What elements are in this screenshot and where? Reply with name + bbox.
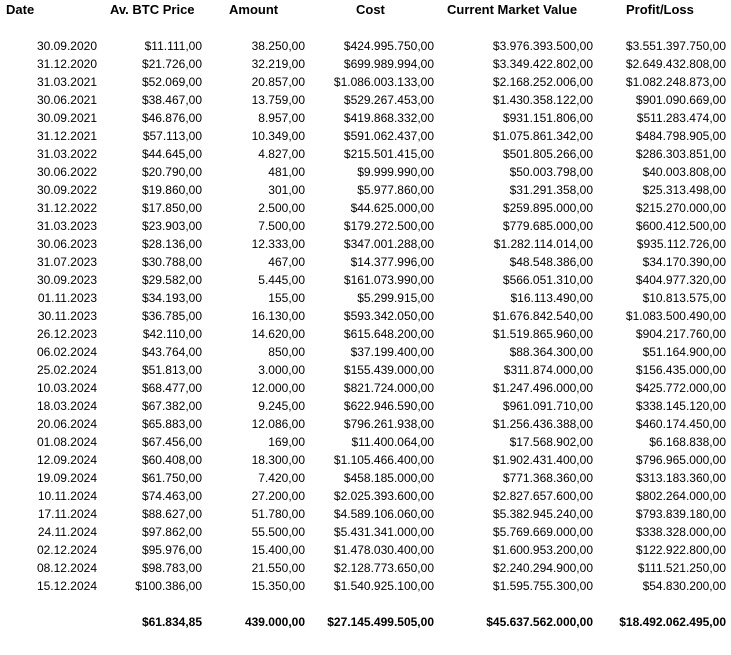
cell-profit-loss[interactable]: $511.283.474,00 xyxy=(636,111,726,125)
cell-date[interactable]: 01.11.2023 xyxy=(37,291,97,305)
cell-profit-loss[interactable]: $54.830.200,00 xyxy=(642,579,726,593)
cell-date[interactable]: 30.09.2022 xyxy=(36,183,97,197)
cell-amount[interactable]: 21.550,00 xyxy=(251,561,305,575)
cell-av-btc-price[interactable]: $74.463,00 xyxy=(141,489,202,503)
cell-amount[interactable]: 9.245,00 xyxy=(258,399,305,413)
cell-amount[interactable]: 18.300,00 xyxy=(251,453,305,467)
cell-av-btc-price[interactable]: $36.785,00 xyxy=(141,309,202,323)
cell-date[interactable]: 31.12.2022 xyxy=(36,201,97,215)
table-row xyxy=(0,37,731,55)
cell-current-market-value[interactable]: $31.291.358,00 xyxy=(509,183,593,197)
cell-current-market-value[interactable]: $1.282.114.014,00 xyxy=(493,237,593,251)
cell-cost[interactable]: $458.185.000,00 xyxy=(343,471,434,485)
cell-profit-loss[interactable]: $3.551.397.750,00 xyxy=(625,39,726,53)
cell-current-market-value[interactable]: $259.895.000,00 xyxy=(502,201,593,215)
cell-current-market-value[interactable]: $1.256.436.388,00 xyxy=(492,417,593,431)
cell-profit-loss[interactable]: $286.303.851,00 xyxy=(635,147,726,161)
cell-av-btc-price[interactable]: $30.788,00 xyxy=(141,255,202,269)
cell-current-market-value[interactable]: $931.151.806,00 xyxy=(502,111,593,125)
cell-av-btc-price[interactable]: $44.645,00 xyxy=(141,147,202,161)
cell-amount[interactable]: 20.857,00 xyxy=(251,75,305,89)
cell-cost[interactable]: $11.400.064,00 xyxy=(351,435,434,449)
cell-profit-loss[interactable]: $156.435.000,00 xyxy=(635,363,726,377)
cell-profit-loss[interactable]: $338.328.000,00 xyxy=(635,525,726,539)
total-cost[interactable]: $27.145.499.505,00 xyxy=(327,615,434,629)
cell-date[interactable]: 15.12.2024 xyxy=(36,579,97,593)
cell-profit-loss[interactable]: $122.922.800,00 xyxy=(635,543,726,557)
cell-current-market-value[interactable]: $3.349.422.802,00 xyxy=(492,57,593,71)
table-row xyxy=(0,397,731,415)
table-row xyxy=(0,469,731,487)
cell-cost[interactable]: $419.868.332,00 xyxy=(343,111,434,125)
cell-date[interactable]: 20.06.2024 xyxy=(36,417,97,431)
total-amount[interactable]: 439.000,00 xyxy=(244,615,305,629)
cell-av-btc-price[interactable]: $29.582,00 xyxy=(141,273,202,287)
cell-current-market-value[interactable]: $1.075.861.342,00 xyxy=(492,129,593,143)
total-profit-loss[interactable]: $18.492.062.495,00 xyxy=(619,615,726,629)
cell-profit-loss[interactable]: $793.839.180,00 xyxy=(635,507,726,521)
table-row xyxy=(0,433,731,451)
table-row xyxy=(0,415,731,433)
cell-amount[interactable]: 2.500,00 xyxy=(258,201,305,215)
cell-av-btc-price[interactable]: $60.408,00 xyxy=(141,453,202,467)
cell-current-market-value[interactable]: $1.902.431.400,00 xyxy=(492,453,593,467)
cell-cost[interactable]: $215.501.415,00 xyxy=(343,147,434,161)
cell-date[interactable]: 30.06.2021 xyxy=(36,93,97,107)
cell-date[interactable]: 31.12.2021 xyxy=(36,129,97,143)
cell-profit-loss[interactable]: $2.649.432.808,00 xyxy=(625,57,726,71)
cell-av-btc-price[interactable]: $11.111,00 xyxy=(144,39,202,53)
cell-profit-loss[interactable]: $25.313.498,00 xyxy=(642,183,726,197)
cell-amount[interactable]: 15.350,00 xyxy=(251,579,305,593)
total-current-market-value[interactable]: $45.637.562.000,00 xyxy=(486,615,593,629)
cell-date[interactable]: 01.08.2024 xyxy=(36,435,97,449)
cell-amount[interactable]: 481,00 xyxy=(268,165,305,179)
cell-date[interactable]: 30.09.2021 xyxy=(36,111,97,125)
cell-amount[interactable]: 7.420,00 xyxy=(258,471,305,485)
cell-date[interactable]: 30.06.2022 xyxy=(36,165,97,179)
cell-amount[interactable]: 12.000,00 xyxy=(251,381,305,395)
cell-date[interactable]: 12.09.2024 xyxy=(36,453,97,467)
cell-date[interactable]: 31.12.2020 xyxy=(36,57,97,71)
cell-current-market-value[interactable]: $1.676.842.540,00 xyxy=(492,309,593,323)
table-row xyxy=(0,343,731,361)
total-av-btc-price[interactable]: $61.834,85 xyxy=(141,615,202,629)
cell-profit-loss[interactable]: $425.772.000,00 xyxy=(635,381,726,395)
cell-profit-loss[interactable]: $6.168.838,00 xyxy=(649,435,726,449)
cell-profit-loss[interactable]: $600.412.500,00 xyxy=(635,219,726,233)
cell-av-btc-price[interactable]: $65.883,00 xyxy=(141,417,202,431)
table-row xyxy=(0,379,731,397)
cell-date[interactable]: 31.07.2023 xyxy=(36,255,97,269)
cell-av-btc-price[interactable]: $43.764,00 xyxy=(141,345,202,359)
cell-av-btc-price[interactable]: $17.850,00 xyxy=(141,201,202,215)
header-profit-loss[interactable]: Profit/Loss xyxy=(626,2,694,17)
table-row xyxy=(0,451,731,469)
cell-date[interactable]: 19.09.2024 xyxy=(36,471,97,485)
cell-profit-loss[interactable]: $1.082.248.873,00 xyxy=(625,75,726,89)
cell-av-btc-price[interactable]: $97.862,00 xyxy=(141,525,202,539)
cell-profit-loss[interactable]: $215.270.000,00 xyxy=(635,201,726,215)
cell-amount[interactable]: 7.500,00 xyxy=(258,219,305,233)
cell-av-btc-price[interactable]: $67.382,00 xyxy=(141,399,202,413)
table-row xyxy=(0,541,731,559)
cell-date[interactable]: 17.11.2024 xyxy=(37,507,97,521)
cell-amount[interactable]: 301,00 xyxy=(268,183,305,197)
cell-av-btc-price[interactable]: $21.726,00 xyxy=(141,57,202,71)
cell-profit-loss[interactable]: $51.164.900,00 xyxy=(642,345,726,359)
cell-date[interactable]: 06.02.2024 xyxy=(36,345,97,359)
cell-profit-loss[interactable]: $935.112.726,00 xyxy=(636,237,726,251)
cell-current-market-value[interactable]: $48.548.386,00 xyxy=(509,255,593,269)
cell-date[interactable]: 30.09.2023 xyxy=(36,273,97,287)
cell-profit-loss[interactable]: $1.083.500.490,00 xyxy=(625,309,726,323)
header-av-btc-price[interactable]: Av. BTC Price xyxy=(110,2,195,17)
cell-current-market-value[interactable]: $311.874.000,00 xyxy=(503,363,593,377)
cell-date[interactable]: 31.03.2021 xyxy=(36,75,97,89)
cell-current-market-value[interactable]: $50.003.798,00 xyxy=(509,165,593,179)
cell-amount[interactable]: 51.780,00 xyxy=(251,507,305,521)
table-row xyxy=(0,73,731,91)
cell-date[interactable]: 24.11.2024 xyxy=(37,525,97,539)
cell-amount[interactable]: 12.333,00 xyxy=(251,237,305,251)
table-row xyxy=(0,289,731,307)
cell-current-market-value[interactable]: $3.976.393.500,00 xyxy=(492,39,593,53)
header-cost[interactable]: Cost xyxy=(356,2,385,17)
table-row xyxy=(0,487,731,505)
cell-cost[interactable]: $5.977.860,00 xyxy=(357,183,434,197)
table-row xyxy=(0,325,731,343)
cell-amount[interactable]: 10.349,00 xyxy=(251,129,305,143)
totals-row xyxy=(0,613,731,631)
cell-cost[interactable]: $5.431.341.000,00 xyxy=(333,525,434,539)
cell-current-market-value[interactable]: $16.113.490,00 xyxy=(510,291,593,305)
header-amount[interactable]: Amount xyxy=(229,2,279,17)
cell-amount[interactable]: 27.200,00 xyxy=(251,489,305,503)
cell-amount[interactable]: 12.086,00 xyxy=(251,417,305,431)
cell-profit-loss[interactable]: $802.264.000,00 xyxy=(635,489,726,503)
cell-current-market-value[interactable]: $1.430.358.122,00 xyxy=(492,93,593,107)
cell-av-btc-price[interactable]: $67.456,00 xyxy=(141,435,202,449)
table-row xyxy=(0,271,731,289)
cell-date[interactable]: 25.02.2024 xyxy=(36,363,97,377)
cell-date[interactable]: 18.03.2024 xyxy=(36,399,97,413)
cell-cost[interactable]: $161.073.990,00 xyxy=(343,273,434,287)
cell-cost[interactable]: $179.272.500,00 xyxy=(343,219,434,233)
cell-cost[interactable]: $1.478.030.400,00 xyxy=(333,543,434,557)
cell-av-btc-price[interactable]: $88.627,00 xyxy=(141,507,202,521)
cell-date[interactable]: 30.06.2023 xyxy=(36,237,97,251)
cell-current-market-value[interactable]: $2.168.252.006,00 xyxy=(492,75,593,89)
cell-amount[interactable]: 4.827,00 xyxy=(258,147,305,161)
table-row xyxy=(0,145,731,163)
table-row xyxy=(0,253,731,271)
cell-amount[interactable]: 155,00 xyxy=(268,291,305,305)
cell-current-market-value[interactable]: $961.091.710,00 xyxy=(502,399,593,413)
cell-amount[interactable]: 3.000,00 xyxy=(258,363,305,377)
table-row xyxy=(0,181,731,199)
cell-cost[interactable]: $155.439.000,00 xyxy=(343,363,434,377)
cell-av-btc-price[interactable]: $57.113,00 xyxy=(142,129,202,143)
cell-av-btc-price[interactable]: $20.790,00 xyxy=(141,165,202,179)
cell-date[interactable]: 31.03.2023 xyxy=(36,219,97,233)
cell-current-market-value[interactable]: $1.519.865.960,00 xyxy=(492,327,593,341)
table-row xyxy=(0,91,731,109)
table-row xyxy=(0,109,731,127)
cell-date[interactable]: 10.11.2024 xyxy=(37,489,97,503)
header-current-market-value[interactable]: Current Market Value xyxy=(447,2,578,17)
table-row xyxy=(0,577,731,595)
cell-av-btc-price[interactable]: $46.876,00 xyxy=(141,111,202,125)
cell-current-market-value[interactable]: $501.805.266,00 xyxy=(502,147,593,161)
cell-av-btc-price[interactable]: $28.136,00 xyxy=(141,237,202,251)
cell-amount[interactable]: 850,00 xyxy=(268,345,305,359)
cell-cost[interactable]: $37.199.400,00 xyxy=(350,345,434,359)
cell-profit-loss[interactable]: $34.170.390,00 xyxy=(642,255,726,269)
cell-profit-loss[interactable]: $40.003.808,00 xyxy=(642,165,726,179)
cell-cost[interactable]: $44.625.000,00 xyxy=(350,201,434,215)
cell-current-market-value[interactable]: $17.568.902,00 xyxy=(509,435,593,449)
cell-cost[interactable]: $699.989.994,00 xyxy=(343,57,434,71)
cell-profit-loss[interactable]: $460.174.450,00 xyxy=(635,417,726,431)
cell-amount[interactable]: 169,00 xyxy=(268,435,305,449)
table-row xyxy=(0,217,731,235)
table-row xyxy=(0,235,731,253)
table-row xyxy=(0,127,731,145)
cell-cost[interactable]: $1.540.925.100,00 xyxy=(333,579,434,593)
cell-profit-loss[interactable]: $796.965.000,00 xyxy=(635,453,726,467)
cell-cost[interactable]: $4.589.106.060,00 xyxy=(333,507,434,521)
cell-av-btc-price[interactable]: $19.860,00 xyxy=(141,183,202,197)
cell-cost[interactable]: $529.267.453,00 xyxy=(343,93,434,107)
table-row xyxy=(0,505,731,523)
cell-date[interactable]: 31.03.2022 xyxy=(36,147,97,161)
cell-profit-loss[interactable]: $338.145.120,00 xyxy=(635,399,726,413)
cell-current-market-value[interactable]: $2.240.294.900,00 xyxy=(492,561,593,575)
cell-profit-loss[interactable]: $111.521.250,00 xyxy=(637,561,726,575)
cell-cost[interactable]: $615.648.200,00 xyxy=(343,327,434,341)
cell-cost[interactable]: $1.105.466.400,00 xyxy=(333,453,434,467)
cell-profit-loss[interactable]: $904.217.760,00 xyxy=(635,327,726,341)
cell-current-market-value[interactable]: $1.247.496.000,00 xyxy=(492,381,593,395)
cell-cost[interactable]: $9.999.990,00 xyxy=(357,165,434,179)
cell-amount[interactable]: 38.250,00 xyxy=(251,39,305,53)
cell-av-btc-price[interactable]: $100.386,00 xyxy=(135,579,202,593)
cell-av-btc-price[interactable]: $68.477,00 xyxy=(141,381,202,395)
cell-cost[interactable]: $593.342.050,00 xyxy=(343,309,434,323)
cell-current-market-value[interactable]: $5.382.945.240,00 xyxy=(492,507,593,521)
cell-cost[interactable]: $796.261.938,00 xyxy=(343,417,434,431)
cell-cost[interactable]: $424.995.750,00 xyxy=(343,39,434,53)
cell-amount[interactable]: 16.130,00 xyxy=(251,309,305,323)
cell-amount[interactable]: 55.500,00 xyxy=(251,525,305,539)
cell-cost[interactable]: $821.724.000,00 xyxy=(343,381,434,395)
header-date[interactable]: Date xyxy=(6,2,35,17)
cell-cost[interactable]: $5.299.915,00 xyxy=(357,291,434,305)
cell-amount[interactable]: 8.957,00 xyxy=(258,111,305,125)
cell-av-btc-price[interactable]: $52.069,00 xyxy=(141,75,202,89)
cell-amount[interactable]: 5.445,00 xyxy=(258,273,305,287)
cell-cost[interactable]: $591.062.437,00 xyxy=(343,129,434,143)
cell-av-btc-price[interactable]: $51.813,00 xyxy=(141,363,202,377)
table-row xyxy=(0,523,731,541)
cell-av-btc-price[interactable]: $42.110,00 xyxy=(142,327,202,341)
cell-cost[interactable]: $2.128.773.650,00 xyxy=(333,561,434,575)
cell-av-btc-price[interactable]: $34.193,00 xyxy=(141,291,202,305)
cell-av-btc-price[interactable]: $95.976,00 xyxy=(141,543,202,557)
cell-av-btc-price[interactable]: $61.750,00 xyxy=(141,471,202,485)
cell-current-market-value[interactable]: $5.769.669.000,00 xyxy=(492,525,593,539)
cell-current-market-value[interactable]: $1.600.953.200,00 xyxy=(492,543,593,557)
cell-cost[interactable]: $622.946.590,00 xyxy=(343,399,434,413)
cell-current-market-value[interactable]: $771.368.360,00 xyxy=(502,471,593,485)
cell-current-market-value[interactable]: $779.685.000,00 xyxy=(502,219,593,233)
cell-profit-loss[interactable]: $901.090.669,00 xyxy=(635,93,726,107)
table-row xyxy=(0,199,731,217)
cell-date[interactable]: 30.11.2023 xyxy=(37,309,97,323)
cell-current-market-value[interactable]: $88.364.300,00 xyxy=(509,345,593,359)
cell-date[interactable]: 08.12.2024 xyxy=(36,561,97,575)
data-rows xyxy=(0,37,731,595)
cell-profit-loss[interactable]: $404.977.320,00 xyxy=(635,273,726,287)
cell-amount[interactable]: 32.219,00 xyxy=(251,57,305,71)
table-row xyxy=(0,559,731,577)
cell-av-btc-price[interactable]: $38.467,00 xyxy=(141,93,202,107)
cell-av-btc-price[interactable]: $98.783,00 xyxy=(141,561,202,575)
cell-amount[interactable]: 13.759,00 xyxy=(251,93,305,107)
cell-date[interactable]: 26.12.2023 xyxy=(36,327,97,341)
cell-profit-loss[interactable]: $484.798.905,00 xyxy=(635,129,726,143)
cell-cost[interactable]: $2.025.393.600,00 xyxy=(333,489,434,503)
cell-date[interactable]: 30.09.2020 xyxy=(36,39,97,53)
cell-current-market-value[interactable]: $1.595.755.300,00 xyxy=(492,579,593,593)
table-row xyxy=(0,361,731,379)
cell-current-market-value[interactable]: $2.827.657.600,00 xyxy=(492,489,593,503)
cell-amount[interactable]: 15.400,00 xyxy=(251,543,305,557)
cell-amount[interactable]: 14.620,00 xyxy=(251,327,305,341)
cell-av-btc-price[interactable]: $23.903,00 xyxy=(141,219,202,233)
table-row xyxy=(0,163,731,181)
cell-cost[interactable]: $347.001.288,00 xyxy=(343,237,434,251)
cell-cost[interactable]: $14.377.996,00 xyxy=(350,255,434,269)
cell-cost[interactable]: $1.086.003.133,00 xyxy=(333,75,434,89)
cell-current-market-value[interactable]: $566.051.310,00 xyxy=(502,273,593,287)
table-row xyxy=(0,55,731,73)
cell-profit-loss[interactable]: $10.813.575,00 xyxy=(642,291,726,305)
cell-date[interactable]: 02.12.2024 xyxy=(36,543,97,557)
cell-amount[interactable]: 467,00 xyxy=(268,255,305,269)
cell-date[interactable]: 10.03.2024 xyxy=(36,381,97,395)
cell-profit-loss[interactable]: $313.183.360,00 xyxy=(635,471,726,485)
table-row xyxy=(0,307,731,325)
